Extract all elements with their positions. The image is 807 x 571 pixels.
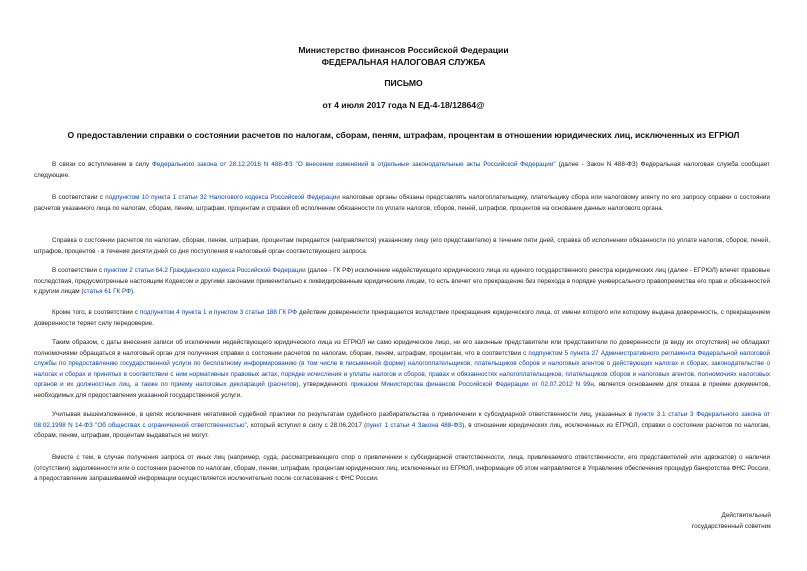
- paragraph-4: В соответствии с пунктом 2 статьи 64.2 Гражданского кодекса Российской Федерации (далее - ГК РФ) исключение недействующего юридического лица из единого государственного реестра юридических лиц (далее - ЕГРЮЛ) влечет правовые последствия, предусмотренные настоящим Кодексом и другими законами применительно к ликвидированным юридическим лицам, то есть влечет его прекращение без перехода в порядке универсального правопреемства его прав и обязанностей к другим лицам (статья 61 ГК РФ).: [34, 267, 770, 296]
- link-tax-code-art32[interactable]: подпунктом 10 пункта 1 статьи 32 Налогового кодекса Российской Федерации: [105, 194, 340, 201]
- paragraph-2: В соответствии с подпунктом 10 пункта 1 статьи 32 Налогового кодекса Российской Федерации налоговые органы обязаны представлять налогоплательщику, плательщику сбора или налоговому агенту по его запросу справки о состоянии расчетов указанного лица по налогам, сборам, пеням, штрафам, процентам и справки об исполнении обязанности по уплате налогов, сборов, пеней, штрафов, процентов на основании данных налогового органа.: [34, 194, 770, 212]
- link-law-14fz[interactable]: пункте 3.1 статьи 3 Федерального закона от 08.02.1998 N 14-ФЗ "Об обществах с ограниченной ответственностью": [34, 411, 771, 429]
- document-type: ПИСЬМО: [384, 78, 423, 88]
- link-civil-code-art188[interactable]: подпунктом 4 пункта 1 и пунктом 3 статьи 188 ГК РФ: [139, 309, 298, 316]
- paragraph-1: В связи со вступлением в силу Федерального закона от 28.12.2016 N 488-ФЗ "О внесении изменений в отдельные законодательные акты Российской Федерации" (далее - Закон N 488-ФЗ) Федеральная налоговая служба сообщает следующее.: [34, 161, 770, 179]
- link-civil-code-art61[interactable]: статья 61 ГК РФ: [83, 288, 131, 296]
- paragraph-8: Вместе с тем, в случае получения запроса от иных лиц (например, суда, рассматривающего спор о привлечении к субсидиарной ответственности, лица, привлекаемого ответственности, его представителей или адвокатов) о наличии (отсутствии) задолженности или о состоянии расчетов по налогам, сборам, пеням, штрафам, процентам юридических лиц, исключенных из ЕГРЮЛ, информация об этом направляется в Управление обеспечения процедур банкротства ФНС России, а предоставление запрашиваемой информации осуществляется исключительно после согласования с ФНС России.: [34, 454, 770, 483]
- signature-line-1: Действительный: [721, 512, 771, 519]
- document-title: О предоставлении справки о состоянии расчетов по налогам, сборам, пеням, штрафам, процентам в отношении юридических лиц, исключенных из ЕГРЮЛ: [67, 130, 740, 140]
- link-civil-code-art64-2[interactable]: пунктом 2 статьи 64.2 Гражданского кодекса Российской Федерации: [103, 267, 306, 274]
- paragraph-6: Таким образом, с даты внесения записи об исключении недействующего юридического лица из ЕГРЮЛ ни само юридическое лицо, ни его законные представители или представители по доверенности (в виду их отсутствия) не обладают полномочиями обращаться в налоговый орган для получения справки о состоянии расчетов по налогам, сборам, пеням, штрафам, процентам, что в соответствии с подпунктом 5 пункта 27 Административного регламента Федеральной налоговой службы по предоставлению государственной услуги по бесплатному информированию (в том числе в письменной форме) налогоплательщиков, плательщиков сборов и налоговых агентов о действующих налогах и сборах, законодательстве о налогах и сборах и принятых в соответствии с ним нормативных правовых актах, порядке исчисления и уплаты налогов и сборов, правах и обязанностях налогоплательщиков, плательщиков сборов и налоговых агентов, полномочиях налоговых органов и их должностных лиц, а также по приему налоговых деклараций (расчетов), утвержденного приказом Министерства финансов Российской Федерации от 02.07.2012 N 99н, является основанием для отказа в приеме документов, необходимых для предоставления указанной государственной услуги.: [34, 339, 771, 399]
- link-minfin-order-99n[interactable]: приказом Министерства финансов Российской Федерации от 02.07.2012 N 99н: [350, 381, 594, 389]
- link-admin-regulation[interactable]: подпунктом 5 пункта 27 Административного регламента Федеральной налоговой службы по предоставлению государственной услуги по бесплатному информированию (в том числе в письменной форме) налогоплательщиков, плательщиков сборов и налоговых агентов о действующих налогах и сборах, законодательстве о налогах и сборах и принятых в соответствии с ним нормативных правовых актах, порядке исчисления и уплаты налогов и сборов, правах и обязанностях налогоплательщиков, плательщиков сборов и налоговых агентов, полномочиях налоговых органов и их должностных лиц, а также по приему налоговых деклараций (расчетов): [34, 349, 771, 389]
- paragraph-5: Кроме того, в соответствии с подпунктом 4 пункта 1 и пунктом 3 статьи 188 ГК РФ действие доверенности прекращается вследствие прекращения юридического лица, от имени которого или которому выдана доверенность, с прекращением доверенности теряет силу передоверие.: [34, 309, 771, 327]
- signature-line-2: государственный советник: [691, 523, 771, 530]
- link-law-488fz[interactable]: Федерального закона от 28.12.2016 N 488-ФЗ "О внесении изменений в отдельные законодательные акты Российской Федерации": [152, 161, 556, 168]
- paragraph-3: Справка о состоянии расчетов по налогам, сборам, пеням, штрафам, процентам передается (направляется) указанному лицу (его представителю) в течение пяти дней, справка об исполнении обязанности по уплате налогов, сборов, пеней, штрафов, процентов - в течение десяти дней со дня поступления в налоговый орган соответствующего запроса.: [34, 237, 770, 255]
- service-name: ФЕДЕРАЛЬНАЯ НАЛОГОВАЯ СЛУЖБА: [321, 57, 486, 67]
- link-law-488fz-art4[interactable]: пункт 1 статьи 4 Закона 488-ФЗ: [366, 421, 463, 429]
- document-date-number: от 4 июля 2017 года N ЕД-4-18/12864@: [322, 100, 485, 110]
- paragraph-7: Учитывая вышеизложенное, в целях исключения негативной судебной практики по результатам судебного разбирательства о привлечении к субсидиарной ответственности лиц, указанных в пункте 3.1 статьи 3 Федерального закона от 08.02.1998 N 14-ФЗ "Об обществах с ограниченной ответственностью", который вступил в силу с 28.06.2017 (пункт 1 статьи 4 Закона 488-ФЗ), в отношении юридических лиц, исключенных из ЕГРЮЛ, справки о состоянии расчетов по налогам, сборам, пеням, штрафам, процентам выдаваться не могут.: [34, 411, 771, 440]
- ministry-name: Министерство финансов Российской Федерации: [298, 45, 509, 55]
